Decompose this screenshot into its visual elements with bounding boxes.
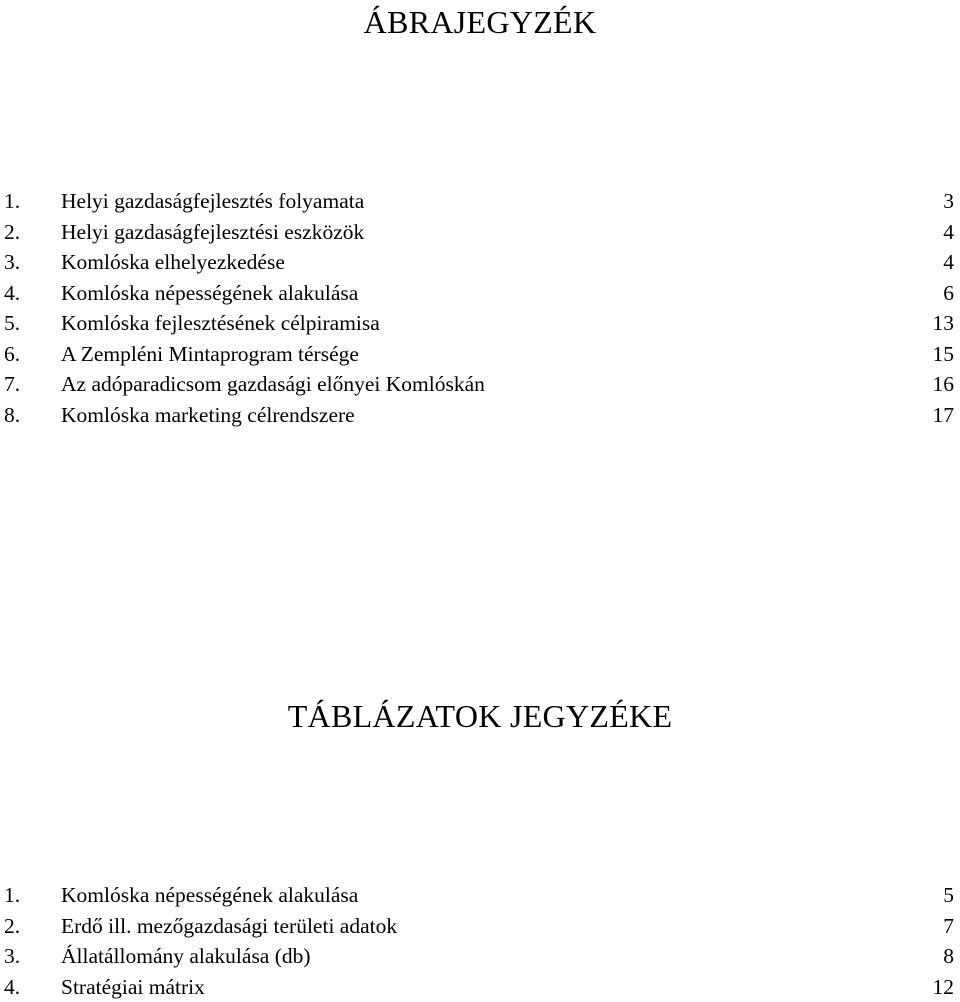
entry-page-number: 4	[943, 247, 954, 277]
entry-number: 1.	[4, 880, 20, 910]
figure-entry	[0, 247, 960, 278]
entry-page-number: 12	[933, 972, 955, 1002]
entry-title: A Zempléni Mintaprogram térsége	[61, 339, 359, 369]
entry-page-number: 3	[943, 186, 954, 216]
entry-title: Komlóska elhelyezkedése	[61, 247, 285, 277]
entry-page-number: 5	[943, 880, 954, 910]
entry-page-number: 15	[933, 339, 955, 369]
entry-number: 2.	[4, 911, 20, 941]
entry-title: Helyi gazdaságfejlesztés folyamata	[61, 186, 364, 216]
tables-list	[0, 880, 960, 1002]
entry-number: 5.	[4, 308, 20, 338]
entry-number: 4.	[4, 972, 20, 1002]
figure-entry	[0, 186, 960, 217]
figures-list-heading: ÁBRAJEGYZÉK	[0, 2, 960, 42]
entry-title: Állatállomány alakulása (db)	[61, 941, 311, 971]
figure-entry	[0, 339, 960, 370]
tables-list-heading: TÁBLÁZATOK JEGYZÉKE	[0, 696, 960, 736]
entry-title: Helyi gazdaságfejlesztési eszközök	[61, 217, 364, 247]
table-entry	[0, 880, 960, 911]
figure-entry	[0, 369, 960, 400]
figure-entry	[0, 400, 960, 431]
entry-number: 8.	[4, 400, 20, 430]
entry-number: 2.	[4, 217, 20, 247]
entry-title: Erdő ill. mezőgazdasági területi adatok	[61, 911, 397, 941]
entry-page-number: 6	[943, 278, 954, 308]
entry-page-number: 13	[933, 308, 955, 338]
figure-entry	[0, 217, 960, 248]
table-entry	[0, 941, 960, 972]
entry-title: Komlóska népességének alakulása	[61, 278, 358, 308]
entry-page-number: 16	[933, 369, 955, 399]
entry-number: 6.	[4, 339, 20, 369]
figure-entry	[0, 308, 960, 339]
entry-number: 3.	[4, 247, 20, 277]
entry-number: 3.	[4, 941, 20, 971]
entry-title: Komlóska népességének alakulása	[61, 880, 358, 910]
figures-list	[0, 186, 960, 430]
table-entry	[0, 972, 960, 1002]
entry-number: 1.	[4, 186, 20, 216]
entry-title: Komlóska fejlesztésének célpiramisa	[61, 308, 380, 338]
entry-title: Stratégiai mátrix	[61, 972, 205, 1002]
entry-number: 4.	[4, 278, 20, 308]
entry-page-number: 8	[943, 941, 954, 971]
entry-page-number: 17	[933, 400, 955, 430]
table-entry	[0, 911, 960, 942]
figure-entry	[0, 278, 960, 309]
entry-page-number: 4	[943, 217, 954, 247]
entry-title: Komlóska marketing célrendszere	[61, 400, 355, 430]
entry-page-number: 7	[943, 911, 954, 941]
entry-title: Az adóparadicsom gazdasági előnyei Komlóskán	[61, 369, 485, 399]
entry-number: 7.	[4, 369, 20, 399]
